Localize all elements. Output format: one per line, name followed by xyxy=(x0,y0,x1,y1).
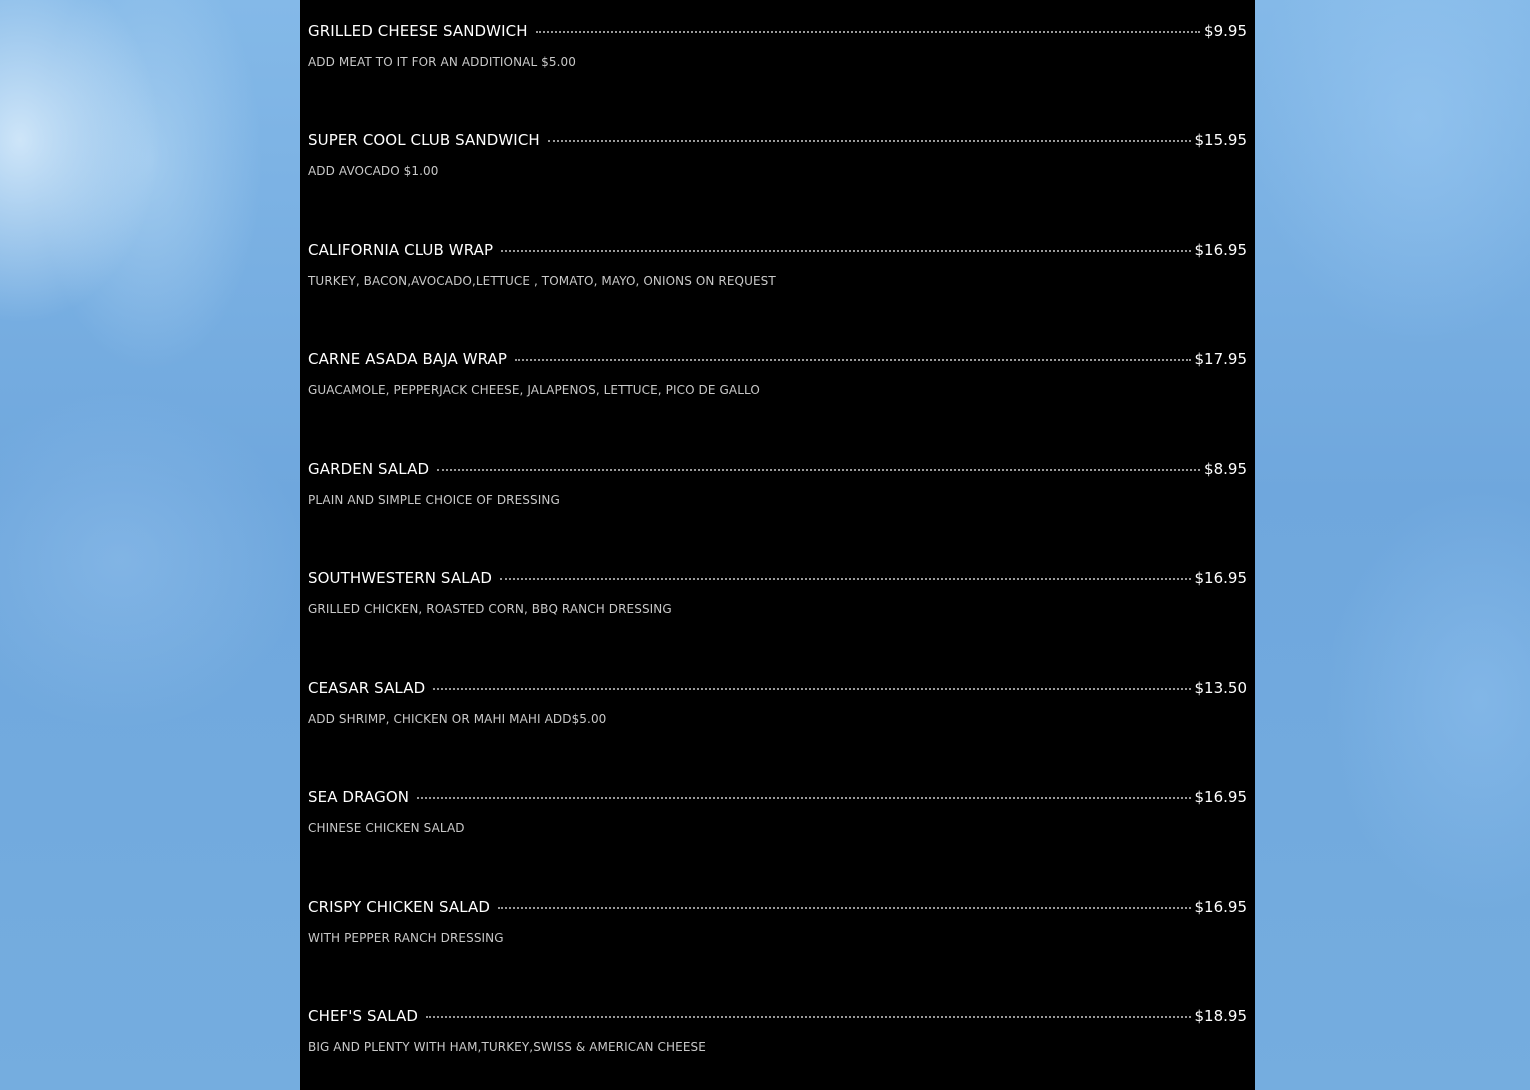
menu-item-price: $16.95 xyxy=(1194,569,1247,587)
menu-item-row xyxy=(308,1007,1247,1029)
dotted-leader xyxy=(433,688,1190,690)
menu-item-row xyxy=(308,788,1247,810)
dotted-leader xyxy=(498,907,1190,909)
menu-item-name: CARNE ASADA BAJA WRAP xyxy=(308,350,508,368)
menu-item xyxy=(308,460,1247,507)
menu-item-description: ADD MEAT TO IT FOR AN ADDITIONAL $5.00 xyxy=(308,55,577,69)
menu-item-row xyxy=(308,569,1247,591)
menu-item-description: WITH PEPPER RANCH DRESSING xyxy=(308,931,504,945)
menu-item-description: PLAIN AND SIMPLE CHOICE OF DRESSING xyxy=(308,493,560,507)
menu-item xyxy=(308,569,1247,616)
menu-item-price: $15.95 xyxy=(1194,131,1247,149)
menu-item-price: $13.50 xyxy=(1194,679,1247,697)
menu-item-row xyxy=(308,131,1247,153)
menu-item xyxy=(308,898,1247,945)
menu-item xyxy=(308,1007,1247,1054)
menu-item-price: $16.95 xyxy=(1194,898,1247,916)
menu-item xyxy=(308,350,1247,397)
dotted-leader xyxy=(501,250,1190,252)
menu-item-row xyxy=(308,898,1247,920)
menu-item-name: SOUTHWESTERN SALAD xyxy=(308,569,493,587)
menu-item xyxy=(308,788,1247,835)
menu-item-row xyxy=(308,241,1247,263)
menu-item-price: $16.95 xyxy=(1194,788,1247,806)
menu-item-name: SUPER COOL CLUB SANDWICH xyxy=(308,131,540,149)
menu-item-price: $16.95 xyxy=(1194,241,1247,259)
dotted-leader xyxy=(437,469,1200,471)
dotted-leader xyxy=(426,1016,1190,1018)
menu-item-name: CRISPY CHICKEN SALAD xyxy=(308,898,491,916)
menu-item-price: $9.95 xyxy=(1204,22,1247,40)
dotted-leader xyxy=(500,578,1190,580)
menu-item-row xyxy=(308,350,1247,372)
menu-panel xyxy=(300,0,1255,1090)
menu-item-name: CEASAR SALAD xyxy=(308,679,426,697)
menu-item-name: GRILLED CHEESE SANDWICH xyxy=(308,22,528,40)
menu-item xyxy=(308,241,1247,288)
menu-item xyxy=(308,22,1247,69)
dotted-leader xyxy=(548,140,1191,142)
menu-item-description: GUACAMOLE, PEPPERJACK CHEESE, JALAPENOS, LETTUCE, PICO DE GALLO xyxy=(308,383,760,397)
menu-item-name: CHEF'S SALAD xyxy=(308,1007,419,1025)
menu-item-price: $8.95 xyxy=(1204,460,1247,478)
menu-item-description: TURKEY, BACON,AVOCADO,LETTUCE , TOMATO, MAYO, ONIONS ON REQUEST xyxy=(308,274,776,288)
menu-item-name: SEA DRAGON xyxy=(308,788,410,806)
menu-item-row xyxy=(308,460,1247,482)
menu-item-description: CHINESE CHICKEN SALAD xyxy=(308,821,465,835)
menu-item-name: GARDEN SALAD xyxy=(308,460,430,478)
menu-item-name: CALIFORNIA CLUB WRAP xyxy=(308,241,494,259)
menu-item-price: $18.95 xyxy=(1194,1007,1247,1025)
menu-item-row xyxy=(308,679,1247,701)
dotted-leader xyxy=(536,31,1200,33)
menu-item-row xyxy=(308,22,1247,44)
menu-item-description: BIG AND PLENTY WITH HAM,TURKEY,SWISS & AMERICAN CHEESE xyxy=(308,1040,706,1054)
dotted-leader xyxy=(515,359,1190,361)
menu-item xyxy=(308,131,1247,178)
menu-item-description: GRILLED CHICKEN, ROASTED CORN, BBQ RANCH DRESSING xyxy=(308,602,672,616)
menu-item xyxy=(308,679,1247,726)
menu-item-price: $17.95 xyxy=(1194,350,1247,368)
menu-item-description: ADD AVOCADO $1.00 xyxy=(308,164,439,178)
dotted-leader xyxy=(417,797,1190,799)
menu-item-description: ADD SHRIMP, CHICKEN OR MAHI MAHI ADD$5.00 xyxy=(308,712,607,726)
